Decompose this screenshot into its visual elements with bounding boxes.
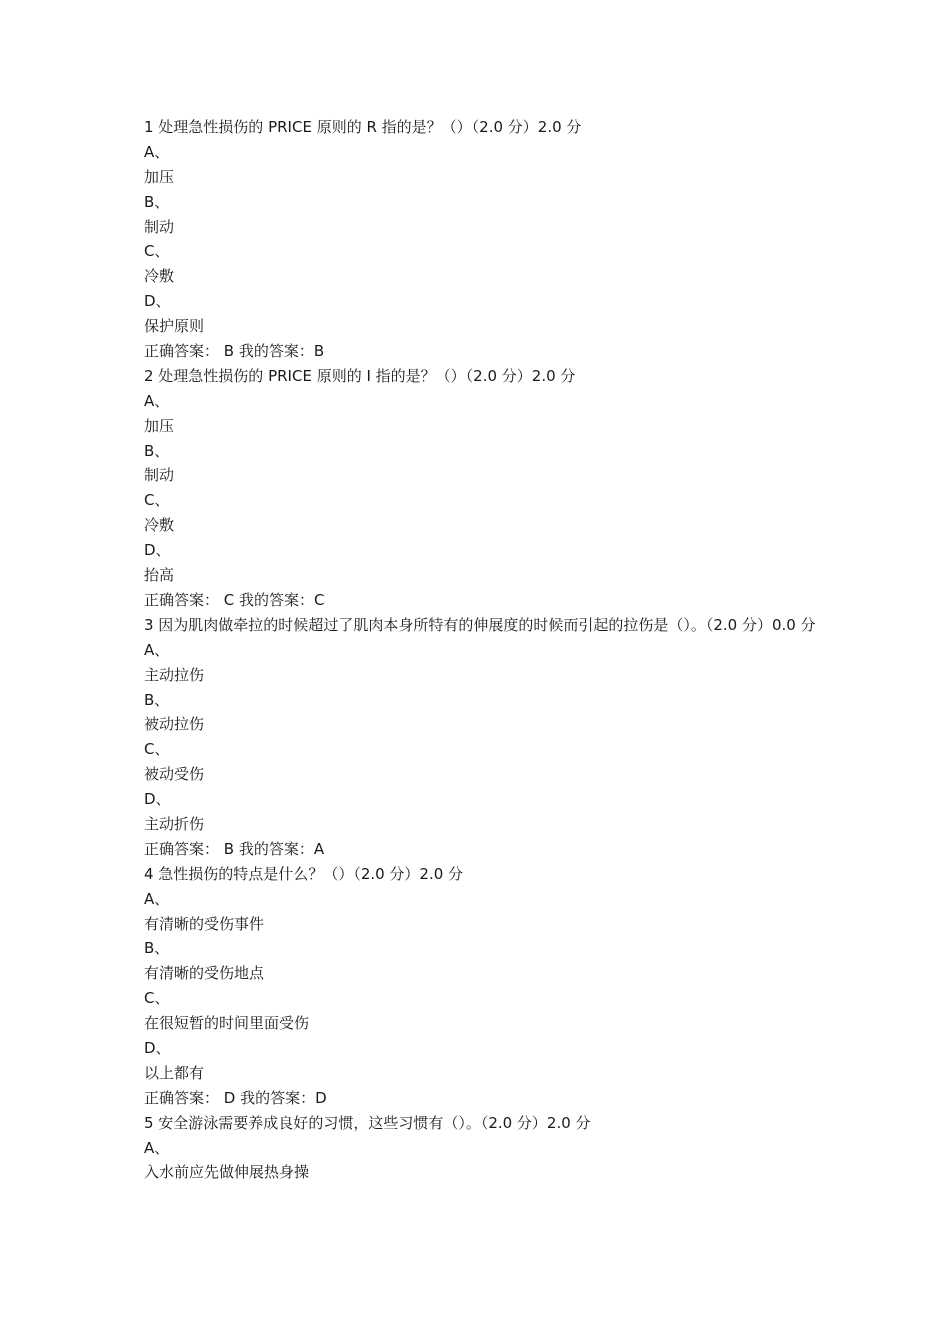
option-letter: B、 bbox=[144, 690, 170, 709]
option-letter: D、 bbox=[144, 790, 171, 809]
option-letter: A、 bbox=[144, 640, 170, 659]
option-text: 抬高 bbox=[144, 566, 175, 585]
question-stem: 2 处理急性损伤的 PRICE 原则的 I 指的是？（）（2.0 分）2.0 分 bbox=[144, 366, 576, 385]
option-text: 冷敷 bbox=[144, 267, 175, 286]
option-letter: D、 bbox=[144, 292, 171, 311]
question-stem: 1 处理急性损伤的 PRICE 原则的 R 指的是？（）（2.0 分）2.0 分 bbox=[144, 118, 582, 136]
answer-line: 正确答案： B 我的答案：B bbox=[144, 342, 325, 361]
option-letter: C、 bbox=[144, 989, 170, 1008]
option-text: 保护原则 bbox=[144, 317, 205, 336]
option-letter: B、 bbox=[144, 939, 170, 958]
question-1 bbox=[144, 115, 824, 364]
option-text: 以上都有 bbox=[144, 1063, 205, 1082]
option-letter: A、 bbox=[144, 1138, 170, 1157]
option-letter: D、 bbox=[144, 541, 171, 560]
option-letter: B、 bbox=[144, 192, 170, 211]
answer-line: 正确答案： C 我的答案：C bbox=[144, 590, 325, 609]
option-letter: C、 bbox=[144, 242, 170, 261]
option-letter: D、 bbox=[144, 1038, 171, 1057]
option-text: 被动拉伤 bbox=[144, 715, 205, 734]
question-stem: 4 急性损伤的特点是什么？（）（2.0 分）2.0 分 bbox=[144, 864, 464, 883]
option-text: 有清晰的受伤事件 bbox=[144, 914, 265, 933]
option-text: 冷敷 bbox=[144, 516, 175, 535]
option-text: 有清晰的受伤地点 bbox=[144, 964, 265, 983]
option-letter: A、 bbox=[144, 391, 170, 410]
option-letter: A、 bbox=[144, 142, 170, 161]
question-3 bbox=[144, 613, 824, 862]
option-text: 制动 bbox=[144, 217, 175, 236]
question-4 bbox=[144, 862, 824, 1111]
option-text: 加压 bbox=[144, 416, 175, 435]
answer-line: 正确答案： B 我的答案：A bbox=[144, 839, 325, 858]
question-stem: 5 安全游泳需要养成良好的习惯，这些习惯有（）。（2.0 分）2.0 分 bbox=[144, 1113, 591, 1132]
question-2 bbox=[144, 364, 824, 613]
answer-line: 正确答案： D 我的答案：D bbox=[144, 1088, 327, 1107]
option-text: 入水前应先做伸展热身操 bbox=[144, 1163, 310, 1182]
option-letter: C、 bbox=[144, 491, 170, 510]
question-stem: 3 因为肌肉做牵拉的时候超过了肌肉本身所特有的伸展度的时候而引起的拉伤是（）。（2.0 分）0.0 分 bbox=[144, 615, 816, 634]
option-text: 被动受伤 bbox=[144, 765, 205, 784]
option-text: 主动折伤 bbox=[144, 814, 205, 833]
document-page bbox=[144, 115, 824, 1185]
option-text: 主动拉伤 bbox=[144, 665, 205, 684]
option-letter: C、 bbox=[144, 740, 170, 759]
option-text: 加压 bbox=[144, 167, 175, 186]
option-text: 制动 bbox=[144, 466, 175, 485]
option-letter: B、 bbox=[144, 441, 170, 460]
option-text: 在很短暂的时间里面受伤 bbox=[144, 1014, 310, 1033]
question-5 bbox=[144, 1111, 824, 1186]
option-letter: A、 bbox=[144, 889, 170, 908]
